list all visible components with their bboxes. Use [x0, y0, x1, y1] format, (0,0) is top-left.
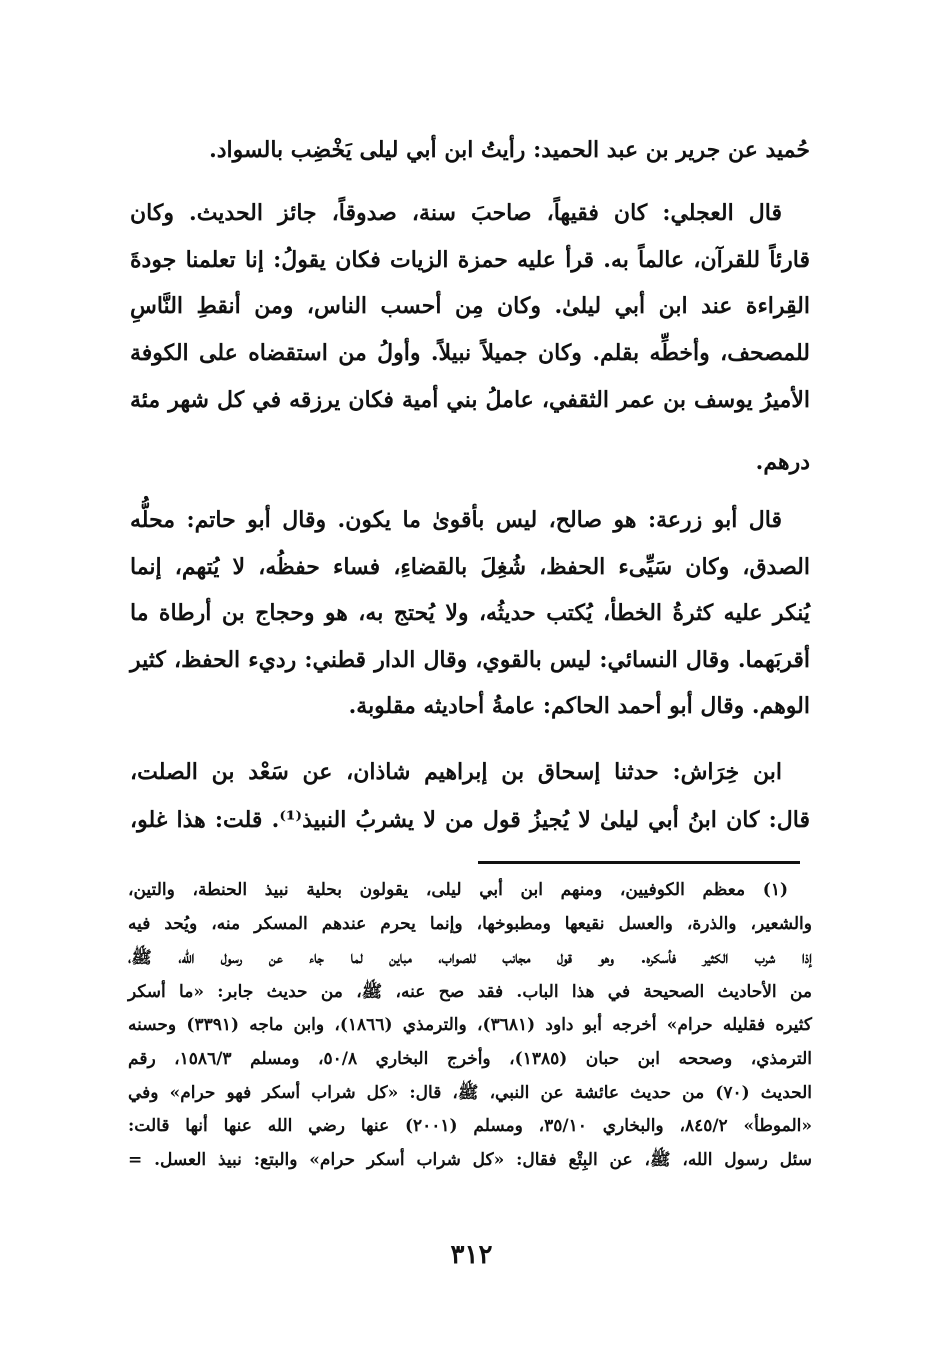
footnote-line: من الأحاديث الصحيحة في هذا الباب. فقد صح عنه، ﷺ، من حديث جابر: «ما أسكر: [128, 982, 812, 1002]
footnote-line: الترمذي، وصححه ابن حبان (١٣٨٥)، وأخرج البخاري ٥٠/٨، ومسلم ١٥٨٦/٣، رقم: [128, 1049, 812, 1069]
footnote-line: كثيره فقليله حرام» أخرجه أبو داود (٣٦٨١)، والترمذي (١٨٦٦)، وابن ماجه (٣٣٩١) وحسنه: [128, 1015, 813, 1035]
body-line: درهم.: [755, 449, 810, 475]
body-line: الصدق، وكان سَيِّىء الحفظ، شُغِلَ بالقضاءِ، فساء حفظُه، لا يُتهم، إنما: [130, 554, 810, 580]
body-line: قارئاً للقرآن، عالماً به. قرأ عليه حمزة الزيات فكان يقولُ: إنا تعلمنا جودةَ: [130, 247, 810, 273]
body-line: يُنكر عليه كثرةُ الخطأ، يُكتب حديثُه، ولا يُحتج به، هو وحجاج بن أرطاة ما: [130, 600, 810, 626]
body-line: للمصحف، وأخطِّه بقلم. وكان جميلاً نبيلاً. وأولُ من استقضاه على الكوفة: [130, 340, 810, 366]
body-line: الوهم. وقال أبو أحمد الحاكم: عامةُ أحاديثه مقلوبة.: [348, 693, 810, 719]
footnote-line: (١) معظم الكوفيين، ومنهم ابن أبي ليلى، يقولون بحلية نبيذ الحنطة، والتين،: [128, 880, 788, 900]
footnote-line: سئل رسول الله، ﷺ، عن البِتْع فقال: «كل شراب أسكر حرام» والبتع: نبيذ العسل. =: [128, 1150, 812, 1170]
page-number: ٣١٢: [450, 1240, 493, 1270]
footnote-line: «الموطأ» ٨٤٥/٢، والبخاري ٣٥/١٠، ومسلم (٢٠٠١) عنها رضي الله عنها أنها قالت:: [128, 1116, 812, 1136]
body-line: قال أبو زرعة: هو صالح، ليس بأقوىٰ ما يكون. وقال أبو حاتم: محلُّه: [130, 507, 782, 533]
footnote-separator: [478, 861, 800, 864]
footnote-line: والشعير، والذرة، والعسل نقيعها ومطبوخها، وإنما يحرم عندهم المسكر منه، ويُحد فيه: [128, 914, 812, 934]
body-line: حُميد عن جرير بن عبد الحميد: رأيتُ ابن أبي ليلى يَخْضِب بالسواد.: [209, 137, 810, 163]
footnote-line: إذا شرب الكثير فأسكره. وهو قول مجانب للصواب، مباين لما جاء عن رسول الله، ﷺ،: [128, 948, 812, 968]
body-line: القِراءة عند ابن أبي ليلىٰ. وكان مِن أحسب الناس، ومن أنقطِ النَّاسِ: [130, 293, 810, 319]
body-line: قال العجلي: كان فقيهاً، صاحبَ سنة، صدوقاً، جائز الحديث. وكان: [130, 200, 782, 226]
body-line: ابن خِرَاش: حدثنا إسحاق بن إبراهيم شاذان، عن سَعْد بن الصلت،: [130, 759, 782, 785]
body-line: الأميرُ يوسف بن عمر الثقفي، عاملُ بني أمية فكان يرزقه في كل شهر مئة: [130, 387, 810, 413]
footnote-line: الحديث (٧٠) من حديث عائشة عن النبي، ﷺ، قال: «كل شراب أسكر فهو حرام» وفي: [128, 1083, 812, 1103]
body-line: قال: كان ابنُ أبي ليلىٰ لا يُجيزُ قول من لا يشربُ النبيذ⁽¹⁾. قلت: هذا غلو،: [130, 807, 810, 833]
body-line: أقربَهما. وقال النسائي: ليس بالقوي، وقال الدار قطني: رديء الحفظ، كثير: [130, 647, 810, 673]
